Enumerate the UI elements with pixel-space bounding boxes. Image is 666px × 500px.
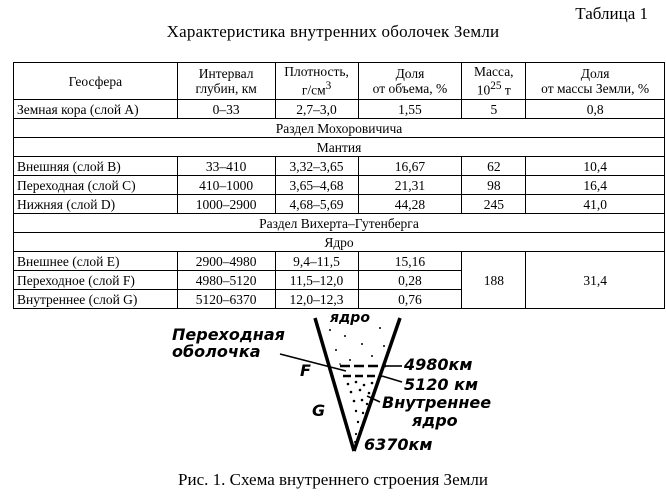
table-row [14,157,665,176]
cell-depth: 33–410 [177,157,275,176]
cell-depth: 5120–6370 [177,290,275,309]
header-mass-share: Доля от массы Земли, % [526,63,665,100]
figure-inner-line2: ядро [412,411,458,430]
cell-mass-share: 16,4 [526,176,665,195]
cell-depth: 2900–4980 [177,252,275,271]
header-volume-share: Доля от объема, % [358,63,462,100]
cell-mass: 245 [462,195,526,214]
header-geosphere: Геосфера [14,63,178,100]
figure-inner-line1: Внутреннее [382,393,492,412]
figure-label-g: G [312,401,326,420]
earth-shells-table [13,62,665,309]
section-row [14,233,665,252]
cell-mass-share: 41,0 [526,195,665,214]
table-row [14,195,665,214]
cell-density: 12,0–12,3 [275,290,358,309]
figure-transition-line2: оболочка [172,342,261,361]
figure-depth-5120: 5120 км [404,375,479,394]
figure-transition-line1: Переходная [172,325,285,344]
cell-density: 9,4–11,5 [275,252,358,271]
cell-density: 3,65–4,68 [275,176,358,195]
table-number: Таблица 1 [575,4,648,23]
cell-name: Нижняя (слой D) [14,195,178,214]
cell-mass-share: 0,8 [526,100,665,119]
cell-depth: 4980–5120 [177,271,275,290]
cell-density: 4,68–5,69 [275,195,358,214]
cell-depth: 410–1000 [177,176,275,195]
table-row [14,100,665,119]
figure-label-f: F [300,361,311,380]
cell-name: Земная кора (слой А) [14,100,178,119]
cell-mass: 5 [462,100,526,119]
earth-structure-figure [150,310,530,456]
cell-name: Переходная (слой С) [14,176,178,195]
header-depth: Интервал глубин, км [177,63,275,100]
section-row [14,138,665,157]
cell-volume: 1,55 [358,100,462,119]
table-row [14,252,665,271]
header-mass: Масса, $10^{25}$ т [462,63,526,100]
cell-mass: 98 [462,176,526,195]
cell-volume: 15,16 [358,252,462,271]
figure-depth-4980: 4980км [404,355,473,374]
gutenberg-boundary: Раздел Вихерта–Гутенберга [14,214,665,233]
cell-volume: 21,31 [358,176,462,195]
figure-depth-6370: 6370км [364,435,433,454]
cell-name: Внешнее (слой E) [14,252,178,271]
header-row [14,63,665,100]
cell-core-mass: 188 [462,252,526,309]
cell-volume: 44,28 [358,195,462,214]
cell-mass-share: 10,4 [526,157,665,176]
cell-name: Внутреннее (слой G) [14,290,178,309]
cell-volume: 16,67 [358,157,462,176]
cell-depth: 0–33 [177,100,275,119]
table-title: Характеристика внутренних оболочек Земли [166,22,500,41]
section-row [14,214,665,233]
cell-volume: 0,76 [358,290,462,309]
cell-mass: 62 [462,157,526,176]
core-title: Ядро [14,233,665,252]
figure-caption: Рис. 1. Схема внутреннего строения Земли [178,470,488,489]
section-row [14,119,665,138]
cell-name: Переходное (слой F) [14,271,178,290]
figure-top-text: ядро [330,310,370,326]
cell-density: 2,7–3,0 [275,100,358,119]
mantle-title: Мантия [14,138,665,157]
table-row [14,176,665,195]
moho-boundary: Раздел Мохоровичича [14,119,665,138]
cell-density: 3,32–3,65 [275,157,358,176]
cell-core-mass-share: 31,4 [526,252,665,309]
cell-depth: 1000–2900 [177,195,275,214]
cell-volume: 0,28 [358,271,462,290]
cell-density: 11,5–12,0 [275,271,358,290]
header-density: Плотность, $г/см^3$ [275,63,358,100]
cell-name: Внешняя (слой В) [14,157,178,176]
